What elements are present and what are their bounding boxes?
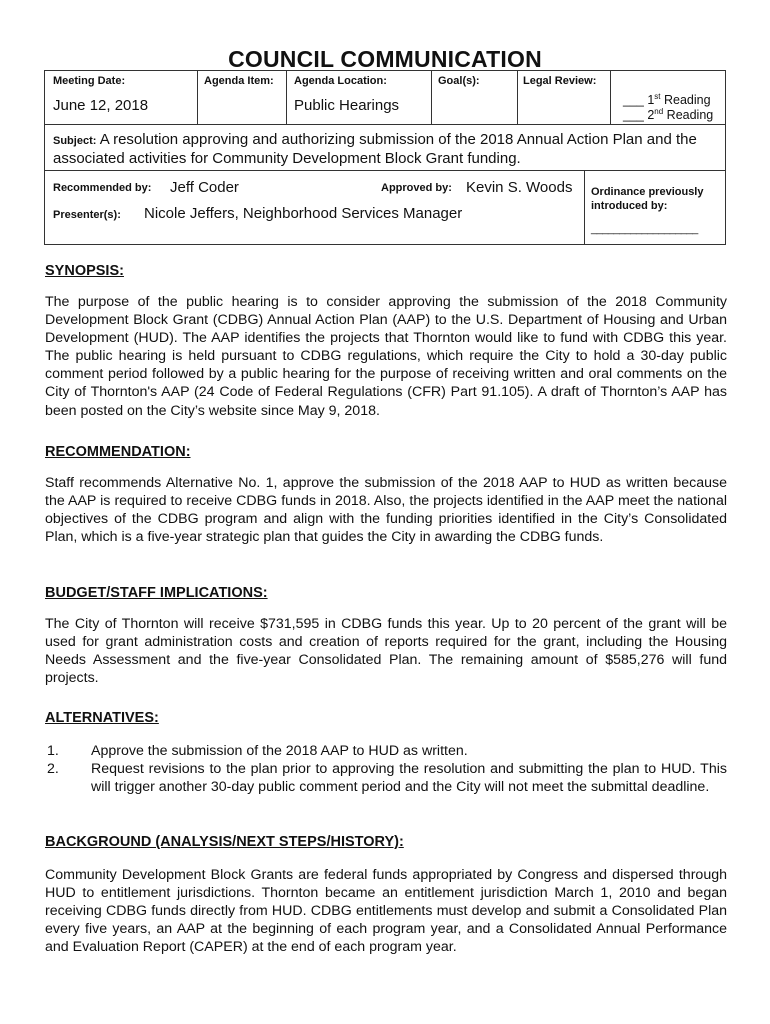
subject-text: A resolution approving and authorizing submission of the 2018 Annual Action Plan and the associated activities for Community Development Block Grant funding. <box>53 131 697 167</box>
budget-text: The City of Thornton will receive $731,595 in CDBG funds this year. Up to 20 percent of the grant will be used for grant administration costs and creation of reports required for the grant, including the Housing Needs Assessment and the five-year Consolidated Plan. The remaining amount of $585,276 will fund projects. <box>45 616 727 687</box>
list-item-text: Request revisions to the plan prior to approving the resolution and submitting the plan to HUD. This will trigger another 30-day public comment period and the City will not meet the submittal deadline. <box>91 761 727 796</box>
recommendation-text: Staff recommends Alternative No. 1, approve the submission of the 2018 AAP to HUD as written because the AAP is required to receive CDBG funds in 2018. Also, the projects identified in the AAP meet the national objectives of the CDBG program and align with the funding priorities identified in the City’s Consolidated Plan, which is a five-year strategic plan that guides the City in awarding the CDBG funds. <box>45 475 727 546</box>
synopsis-section <box>45 263 727 420</box>
goals-label: Goal(s): <box>438 75 480 87</box>
list-item-number: 1. <box>47 743 59 759</box>
agenda-location-value: Public Hearings <box>294 97 400 114</box>
synopsis-text: The purpose of the public hearing is to consider approving the submission of the 2018 Community Development Block Grant (CDBG) Annual Action Plan (AAP) to the U.S. Department of Housing and Urban Development (HUD). The AAP identifies the projects that Thornton would like to fund with CDBG this year. The public hearing is held pursuant to CDBG regulations, which require the City to hold a 30-day public comment period followed by a public hearing for the purpose of receiving written and oral comments on the City of Thornton's AAP (24 Code of Federal Regulations (CFR) Part 91.105). A draft of Thornton’s AAP has been posted on the City’s website since May 9, 2018. <box>45 294 727 419</box>
presenters-label: Presenter(s): <box>53 209 121 221</box>
row-divider <box>45 170 725 171</box>
recommended-by-label: Recommended by: <box>53 182 152 194</box>
recommendation-section <box>45 444 727 546</box>
list-item-text: Approve the submission of the 2018 AAP to HUD as written. <box>91 743 468 759</box>
row-divider <box>45 124 725 125</box>
budget-heading: BUDGET/STAFF IMPLICATIONS: <box>45 585 268 601</box>
col-divider <box>197 71 198 124</box>
meeting-date-label: Meeting Date: <box>53 75 126 87</box>
legal-review-label: Legal Review: <box>523 75 597 87</box>
ordinance-blank-line: ___________________ <box>591 223 698 235</box>
synopsis-heading: SYNOPSIS: <box>45 263 124 279</box>
col-divider <box>431 71 432 124</box>
ordinance-label-line-2: introduced by: <box>591 200 668 212</box>
background-heading: BACKGROUND (ANALYSIS/NEXT STEPS/HISTORY): <box>45 834 404 850</box>
list-item-number: 2. <box>47 761 59 778</box>
approved-by-label: Approved by: <box>381 182 452 194</box>
meeting-date-value: June 12, 2018 <box>53 97 149 114</box>
list-item <box>45 742 727 760</box>
budget-section <box>45 585 727 687</box>
alternatives-list <box>45 742 727 796</box>
alternatives-heading: ALTERNATIVES: <box>45 710 159 726</box>
approved-by-value: Kevin S. Woods <box>466 179 573 196</box>
col-divider <box>584 170 585 245</box>
background-section <box>45 834 727 956</box>
recommendation-heading: RECOMMENDATION: <box>45 444 191 460</box>
recommended-by-value: Jeff Coder <box>170 179 239 196</box>
agenda-location-label: Agenda Location: <box>294 75 387 87</box>
ordinance-label-line-1: Ordinance previously <box>591 186 704 198</box>
second-reading: ___ 2nd Reading <box>623 107 714 123</box>
presenters-value: Nicole Jeffers, Neighborhood Services Manager <box>144 205 463 222</box>
subject-block <box>53 131 717 168</box>
background-text: Community Development Block Grants are federal funds appropriated by Congress and dispersed through HUD to entitlement jurisdictions. Thornton became an entitlement jurisdiction March 1, 2010 and began receiving CDBG funds directly from HUD. CDBG entitlements must develop and submit a Consolidated Plan every five years, an AAP at the beginning of each program year, and a Consolidated Annual Performance and Evaluation Report (CAPER) at the end of each program year. <box>45 867 727 956</box>
subject-label: Subject: <box>53 135 97 147</box>
col-divider <box>286 71 287 124</box>
first-reading: ___ 1st Reading <box>623 92 711 108</box>
col-divider <box>610 71 611 124</box>
alternatives-section <box>45 710 727 796</box>
list-item <box>45 760 727 796</box>
col-divider <box>517 71 518 124</box>
document-title: COUNCIL COMMUNICATION <box>228 46 542 72</box>
header-table <box>44 70 726 245</box>
agenda-item-label: Agenda Item: <box>204 75 274 87</box>
